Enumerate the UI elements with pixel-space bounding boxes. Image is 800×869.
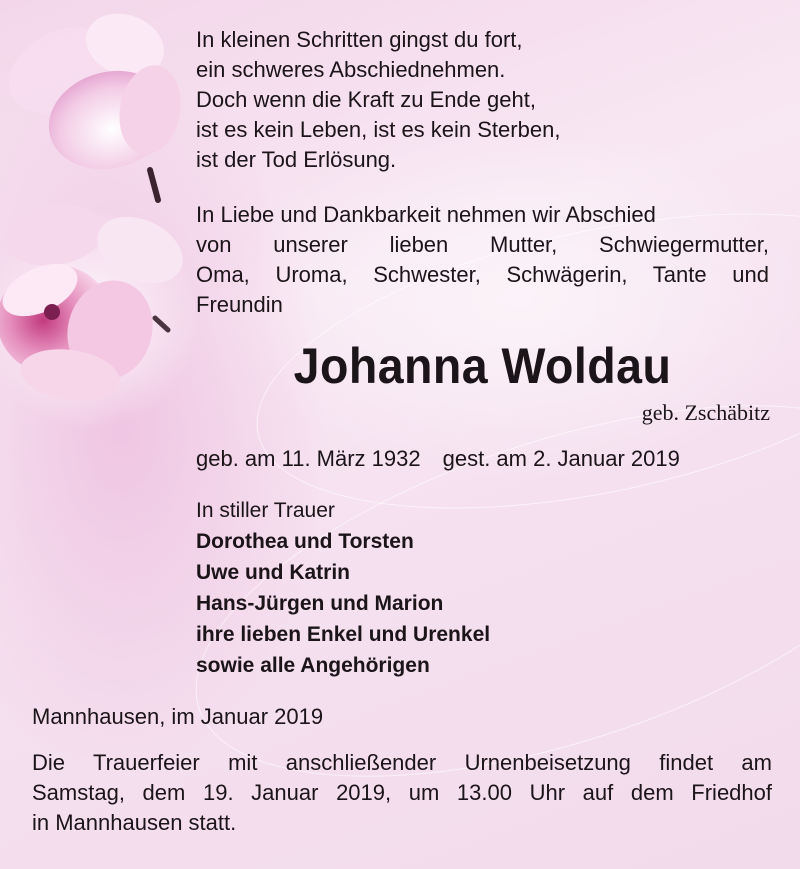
death-date: gest. am 2. Januar 2019: [442, 446, 680, 471]
mourners-heading: In stiller Trauer: [196, 499, 335, 522]
poem-line: In kleinen Schritten gingst du fort,: [196, 27, 523, 52]
intro-line: Freundin: [196, 292, 283, 317]
mourner-name: ihre lieben Enkel und Urenkel: [196, 623, 491, 646]
memorial-poem: [196, 25, 560, 175]
funeral-line: in Mannhausen statt.: [32, 810, 237, 835]
funeral-notice: [32, 748, 772, 838]
deceased-name: Johanna Woldau: [293, 338, 672, 394]
intro-line: Oma, Uroma, Schwester, Schwägerin, Tante und: [196, 262, 769, 287]
mourner-name: Uwe und Katrin: [196, 561, 351, 584]
mourner-name: Dorothea und Torsten: [196, 530, 414, 553]
poem-line: ist der Tod Erlösung.: [196, 147, 397, 172]
birth-date: geb. am 11. März 1932: [196, 446, 421, 471]
life-dates: [196, 444, 680, 474]
funeral-line: Samstag, dem 19. Januar 2019, um 13.00 Uhr auf dem Friedhof: [32, 780, 772, 805]
poem-line: ist es kein Leben, ist es kein Sterben,: [196, 117, 561, 142]
farewell-intro: [196, 200, 769, 320]
intro-line: In Liebe und Dankbarkeit nehmen wir Abschied: [196, 202, 656, 227]
funeral-line: Die Trauerfeier mit anschließender Urnenbeisetzung findet am: [32, 750, 772, 775]
intro-line: von unserer lieben Mutter, Schwiegermutter,: [196, 232, 769, 257]
poem-line: ein schweres Abschiednehmen.: [196, 57, 506, 82]
magnolia-flower-illustration: [0, 0, 200, 430]
upper-blossom: [0, 3, 187, 200]
mourner-name: sowie alle Angehörigen: [196, 654, 430, 677]
place-and-date: Mannhausen, im Januar 2019: [32, 704, 324, 729]
mourners-list: [196, 495, 490, 681]
mourner-name: Hans-Jürgen und Marion: [196, 592, 444, 615]
poem-line: Doch wenn die Kraft zu Ende geht,: [196, 87, 536, 112]
maiden-name: geb. Zschäbitz: [641, 400, 770, 425]
